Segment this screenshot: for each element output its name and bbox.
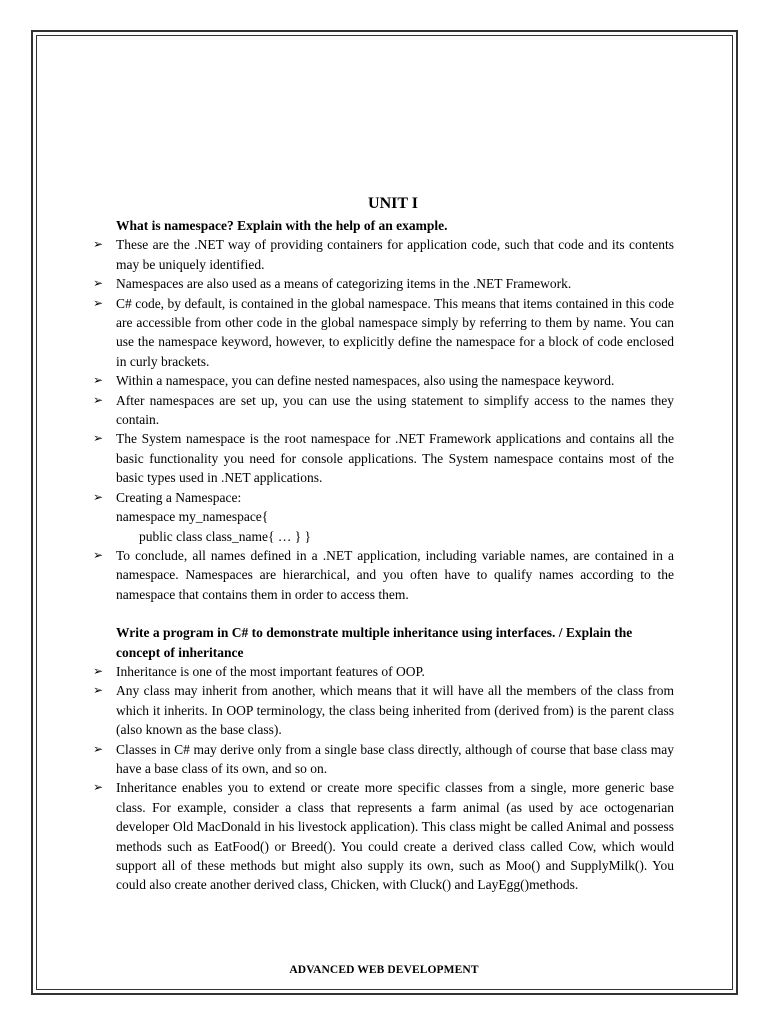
- arrow-bullet-icon: ➢: [93, 373, 104, 388]
- list-item: ➢ Inheritance enables you to extend or create more specific classes from a single, more generic base class. For example, consider a class that represents a farm animal (as used by ace octogenarian developer Old MacDonald in his livestock application). This class might be called Animal and possess methods such as EatFood() or Breed(). You could create a derived class called Cow, which would support all of these methods but might also supply its own, such as Moo() and SupplyMilk(). You could also create another derived class, Chicken, with Cluck() and LayEgg()methods.: [93, 780, 674, 893]
- list-item: ➢ After namespaces are set up, you can use the using statement to simplify access to the names they contain.: [93, 392, 674, 428]
- question-heading-namespace: What is namespace? Explain with the help of an example.: [116, 218, 448, 233]
- document-body: [92, 192, 674, 895]
- page-footer: ADVANCED WEB DEVELOPMENT: [289, 964, 479, 976]
- list-item: ➢ Within a namespace, you can define nested namespaces, also using the namespace keyword.: [92, 371, 674, 390]
- unit-title: UNIT I: [368, 195, 418, 212]
- arrow-bullet-icon: ➢: [93, 237, 104, 252]
- list-item: ➢ Classes in C# may derive only from a single base class directly, although of course that base class may have a base class of its own, and so on.: [93, 741, 674, 776]
- list-item: ➢ C# code, by default, is contained in the global namespace. This means that items contained in this code are accessible from other code in the global namespace simply by referring to them by name. You can use the namespace keyword, however, to explicitly define the namespace for a block of code enclosed in curly brackets.: [93, 295, 674, 369]
- list-item: ➢ Any class may inherit from another, which means that it will have all the members of the class from which it inherits. In OOP terminology, the class being inherited from (derived from) is the parent class (also known as the base class).: [93, 683, 674, 738]
- list-item: ➢ The System namespace is the root namespace for .NET Framework applications and contains all the basic functionality you need for console applications. The System namespace contains most of the basic types used in .NET applications.: [93, 431, 674, 486]
- conclusion-bullet-list: [92, 546, 674, 604]
- arrow-bullet-icon: ➢: [93, 663, 104, 678]
- code-line-namespace: namespace my_namespace{: [116, 509, 269, 525]
- namespace-bullet-list: [92, 235, 674, 507]
- question-heading-inheritance: Write a program in C# to demonstrate multiple inheritance using interfaces. / Explain the concept of inheritance: [116, 625, 633, 660]
- arrow-bullet-icon: ➢: [93, 780, 104, 795]
- list-item: ➢ Creating a Namespace:: [92, 488, 674, 507]
- arrow-bullet-icon: ➢: [93, 431, 104, 446]
- list-item: ➢ Namespaces are also used as a means of categorizing items in the .NET Framework.: [92, 274, 674, 293]
- arrow-bullet-icon: ➢: [93, 489, 104, 504]
- arrow-bullet-icon: ➢: [93, 683, 104, 698]
- arrow-bullet-icon: ➢: [93, 392, 104, 407]
- list-item: ➢ To conclude, all names defined in a .NET application, including variable names, are contained in a namespace. Namespaces are hierarchical, and you often have to qualify names according to the namespace that contains them in order to access them.: [93, 547, 674, 602]
- list-item: ➢ These are the .NET way of providing containers for application code, such that code and its contents may be uniquely identified.: [93, 237, 674, 272]
- arrow-bullet-icon: ➢: [93, 295, 104, 310]
- list-item: ➢ Inheritance is one of the most important features of OOP.: [92, 662, 674, 681]
- inheritance-bullet-list: [92, 662, 674, 895]
- section-spacer: [92, 604, 674, 623]
- arrow-bullet-icon: ➢: [93, 276, 104, 291]
- code-line-class: public class class_name{ … } }: [139, 528, 312, 544]
- arrow-bullet-icon: ➢: [93, 547, 104, 562]
- arrow-bullet-icon: ➢: [93, 741, 104, 756]
